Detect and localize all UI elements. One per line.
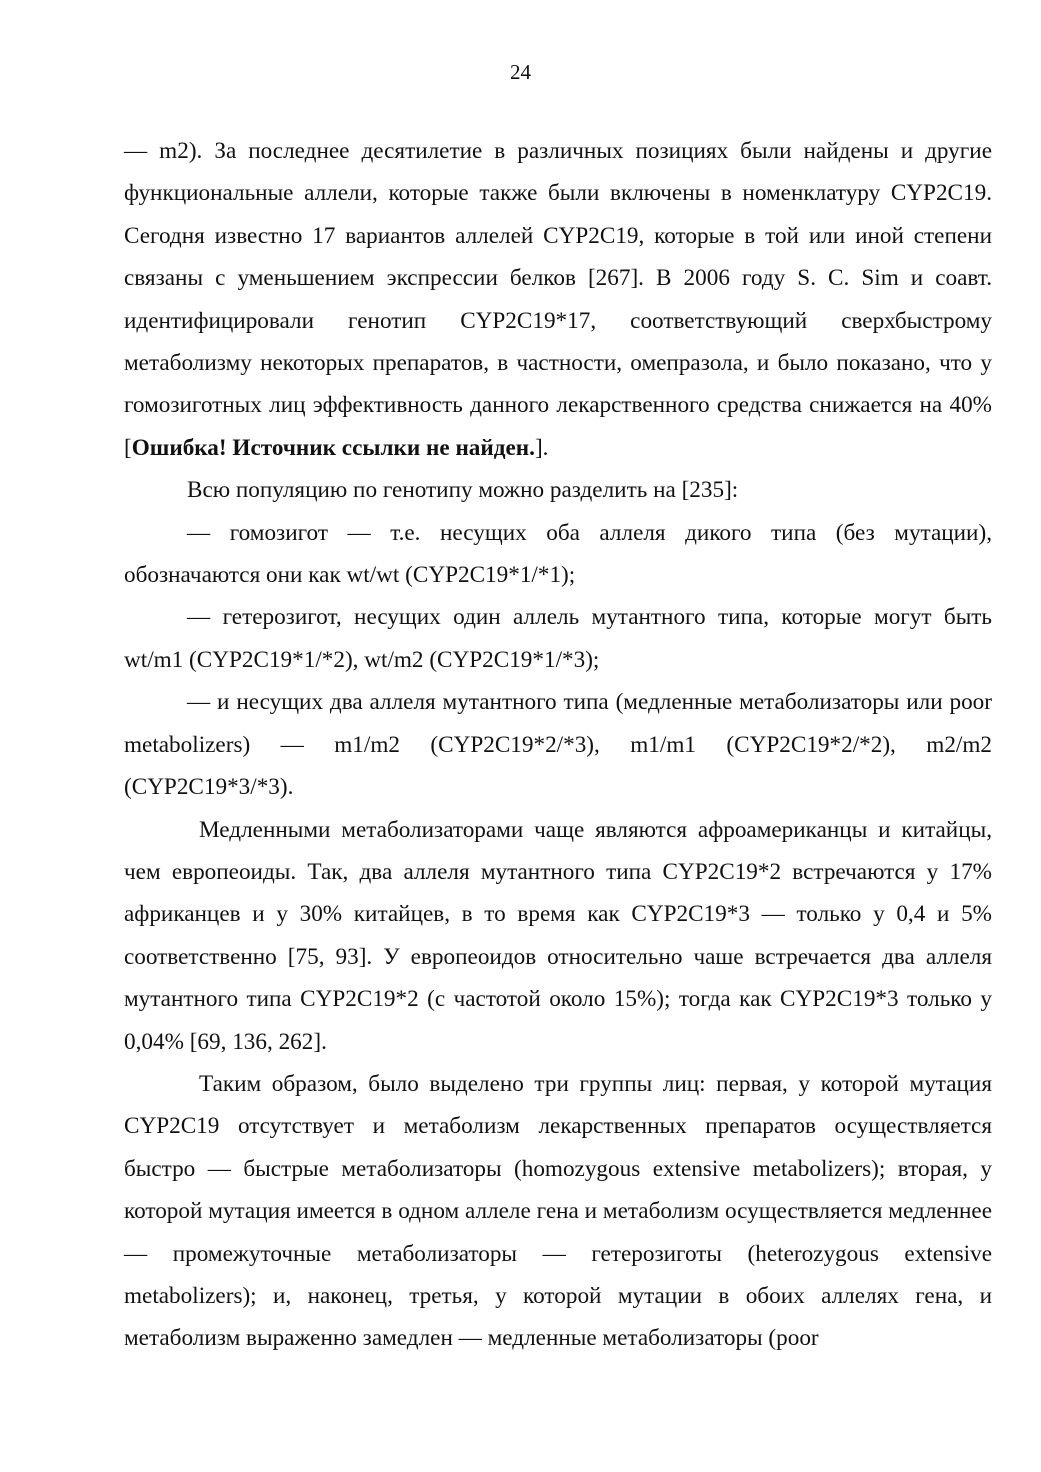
document-body	[124, 130, 992, 1360]
paragraph-population: Всю популяцию по генотипу можно разделить на [235]:	[187, 477, 739, 504]
list-item-heterozygous: — гетерозигот, несущих один аллель мутантного типа, которые могут быть wt/m1 (CYP2C19*1/*2), wt/m2 (CYP2C19*1/*3);	[124, 604, 992, 673]
list-item-homozygous: — гомозигот — т.е. несущих оба аллеля дикого типа (без мутации), обозначаются они как wt/wt (CYP2C19*1/*1);	[124, 519, 992, 589]
paragraph-continuation	[124, 130, 992, 469]
reference-error: Ошибка! Источник ссылки не найден.	[131, 434, 535, 461]
paragraph-text-end: ].	[534, 434, 549, 461]
paragraph-three-groups: Таким образом, было выделено три группы лиц: первая, у которой мутация CYP2C19 отсутствует и метаболизм лекарственных препаратов осуществляется быстро — быстрые метаболизаторы (homozygous extensive metabolizers); вторая, у которой мутация имеется в одном аллеле гена и метаболизм осуществляется медленнее — промежуточные метаболизаторы — гетерозиготы (heterozygous extensive metabolizers); и, наконец, третья, у которой мутации в обоих аллелях гена, и метаболизм выраженно замедлен — медленные метаболизаторы (poor	[124, 1070, 992, 1352]
paragraph-text: — m2). За последнее десятилетие в различных позициях были найдены и другие функциональные аллели, которые также были включены в номенклатуру CYP2C19. Сегодня известно 17 вариантов аллелей CYP2C19, которые в той или иной степени связаны с уменьшением экспрессии белков [267]. В 2006 году S. C. Sim и соавт. идентифицировали генотип CYP2C19*17, соответствующий сверхбыстрому метаболизму некоторых препаратов, в частности, омепразола, и было показано, что у гомозиготных лиц эффективность данного лекарственного средства снижается на 40% [	[124, 138, 992, 461]
page-number: 24	[510, 60, 531, 84]
list-item-mutant: — и несущих два аллеля мутантного типа (медленные метаболизаторы или poor metabolizers) — m1/m2 (CYP2C19*2/*3), m1/m1 (CYP2C19*2/*2), m2/m2 (CYP2C19*3/*3).	[124, 689, 992, 801]
paragraph-slow-metabolizers: Медленными метаболизаторами чаще являются афроамериканцы и китайцы, чем европеоиды. Так, два аллеля мутантного типа CYP2C19*2 встречаются у 17% африканцев и у 30% китайцев, в то время как CYP2C19*3 — только у 0,4 и 5% соответственно [75, 93]. У европеоидов относительно чаше встречается два аллеля мутантного типа CYP2C19*2 (с частотой около 15%); тогда как CYP2C19*3 только у 0,04% [69, 136, 262].	[124, 816, 992, 1055]
